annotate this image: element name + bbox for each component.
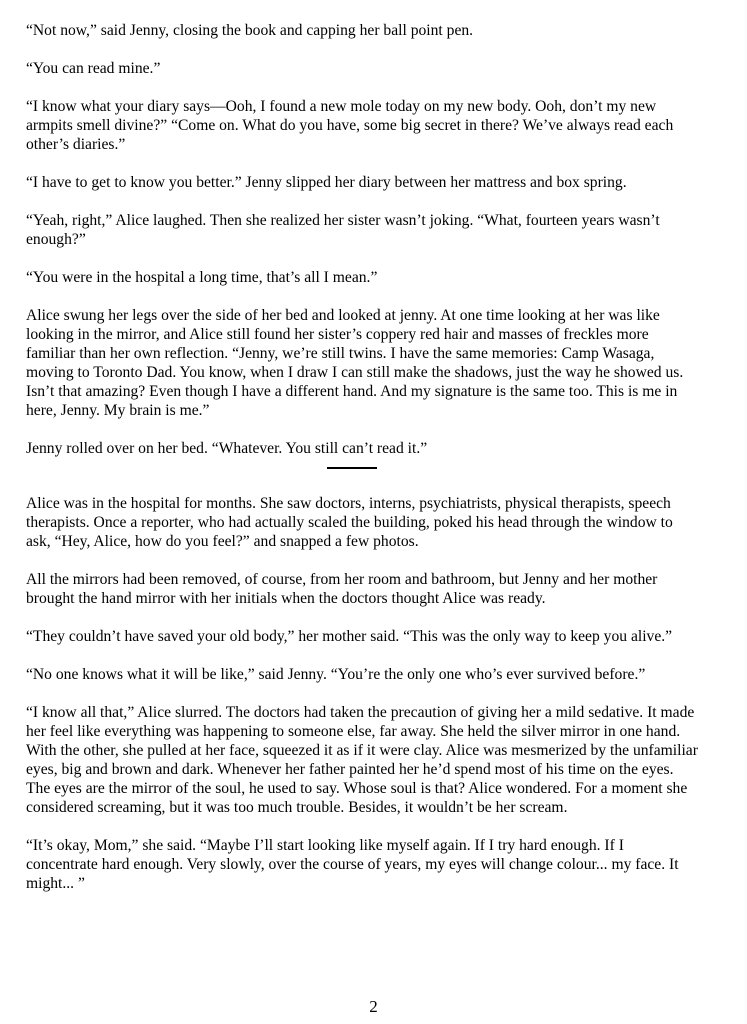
paragraph: Alice was in the hospital for months. She saw doctors, interns, psychiatrists, physical therapists, speech therapists. Once a reporter, who had actually scaled the building, poked his head through the window to ask, “Hey, Alice, how do you feel?” and snapped a few photos. — [26, 495, 673, 550]
page-number: 2 — [369, 997, 378, 1016]
paragraph: “I know what your diary says—Ooh, I found a new mole today on my new body. Ooh, don’t my new armpits smell divine?” “Come on. What do you have, some big secret in there? We’ve always read each other’s diaries.” — [26, 98, 674, 153]
paragraph: Alice swung her legs over the side of her bed and looked at jenny. At one time looking at her was like looking in the mirror, and Alice still found her sister’s coppery red hair and masses of freckles more familiar than her own reflection. “Jenny, we’re still twins. I have the same memories: Camp Wasaga, moving to Toronto Dad. You know, when I draw I can still make the shadows, just the way he showed us. Isn’t that amazing? Even though I have a different hand. And my signature is the same too. This is me in here, Jenny. My brain is me.” — [26, 307, 684, 419]
paragraph: “Yeah, right,” Alice laughed. Then she realized her sister wasn’t joking. “What, fourteen years wasn’t enough?” — [26, 212, 660, 248]
paragraph: “You can read mine.” — [26, 60, 161, 77]
paragraph: “I know all that,” Alice slurred. The doctors had taken the precaution of giving her a mild sedative. It made her feel like everything was happening to someone else, far away. She held the silver mirror in one hand. With the other, she pulled at her face, squeezed it as if it were clay. Alice was mesmerized by the unfamiliar eyes, big and brown and dark. Whenever her father painted her he’d spend most of his time on the eyes. The eyes are the mirror of the soul, he used to say. Whose soul is that? Alice wondered. For a moment she considered screaming, but it was too much trouble. Besides, it wouldn’t be her scream. — [26, 704, 698, 816]
body-text — [26, 21, 698, 912]
paragraph: “They couldn’t have saved your old body,” her mother said. “This was the only way to keep you alive.” — [26, 628, 673, 645]
paragraph: Jenny rolled over on her bed. “Whatever. You still can’t read it.” — [26, 440, 428, 457]
paragraph: All the mirrors had been removed, of course, from her room and bathroom, but Jenny and her mother brought the hand mirror with her initials when the doctors thought Alice was ready. — [26, 571, 658, 607]
paragraph: “No one knows what it will be like,” said Jenny. “You’re the only one who’s ever survived before.” — [26, 666, 646, 683]
paragraph: “Not now,” said Jenny, closing the book and capping her ball point pen. — [26, 22, 474, 39]
paragraph: “I have to get to know you better.” Jenny slipped her diary between her mattress and box spring. — [26, 174, 627, 191]
paragraph: “You were in the hospital a long time, that’s all I mean.” — [26, 269, 378, 286]
paragraph: “It’s okay, Mom,” she said. “Maybe I’ll start looking like myself again. If I try hard enough. If I concentrate hard enough. Very slowly, over the course of years, my eyes will change colour... my face. It might... ” — [26, 837, 679, 892]
scene-break-divider — [327, 467, 377, 469]
